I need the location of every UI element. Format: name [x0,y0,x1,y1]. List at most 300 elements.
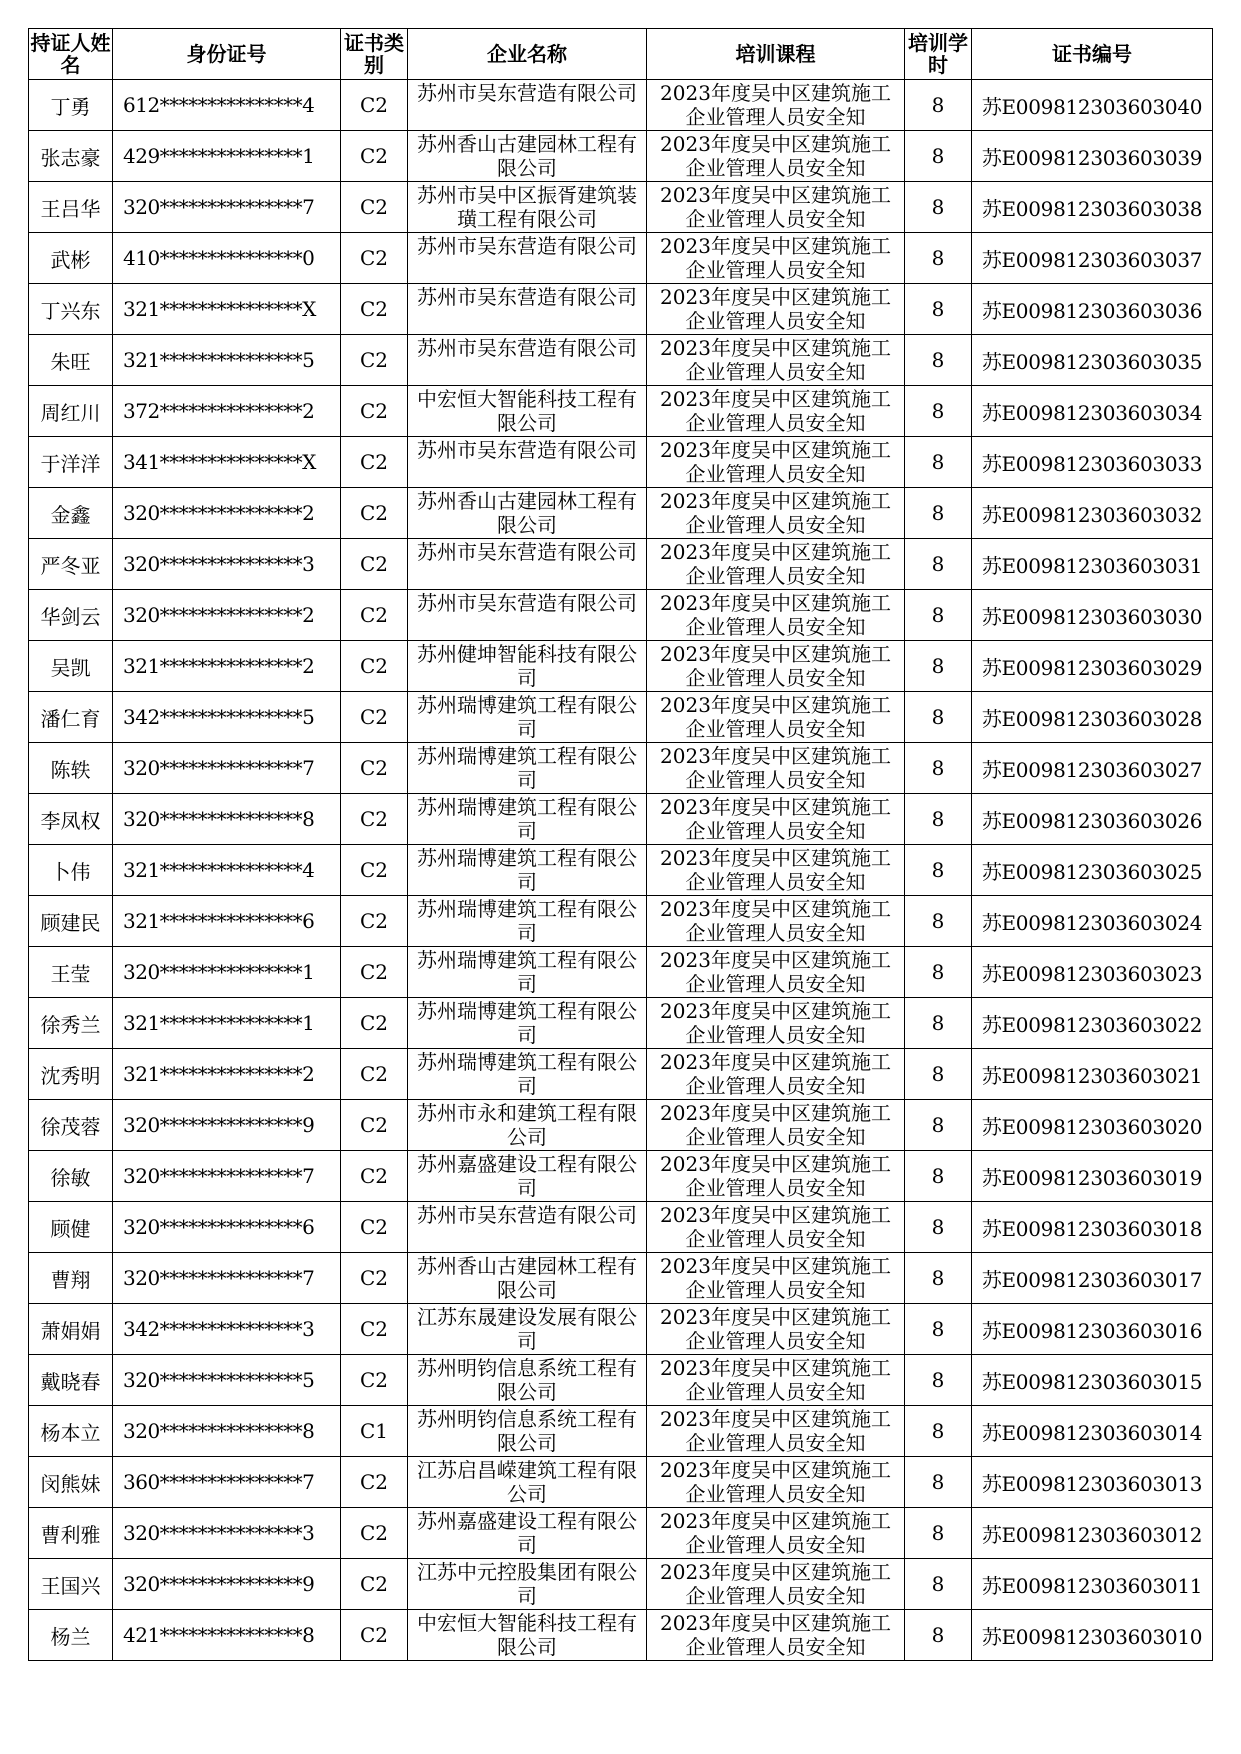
cert-number-cell: 苏E009812303603012 [972,1508,1213,1559]
course-cell-text: 2023年度吴中区建筑施工企业管理人员安全知 [660,948,891,996]
course-cell-text: 2023年度吴中区建筑施工企业管理人员安全知 [660,1458,891,1506]
course-cell-text: 2023年度吴中区建筑施工企业管理人员安全知 [660,1101,891,1149]
hours-cell: 8 [905,335,972,386]
holder-name-cell: 曹利雅 [29,1508,113,1559]
company-cell-text: 苏州瑞博建筑工程有限公司 [417,744,637,792]
company-cell [408,692,647,743]
hours-cell: 8 [905,743,972,794]
course-cell [647,1253,905,1304]
cert-number-cell: 苏E009812303603030 [972,590,1213,641]
company-cell [408,1049,647,1100]
course-cell-text: 2023年度吴中区建筑施工企业管理人员安全知 [660,132,891,180]
course-cell-text: 2023年度吴中区建筑施工企业管理人员安全知 [660,1050,891,1098]
cert-number-cell: 苏E009812303603033 [972,437,1213,488]
id-number-cell: 320***************9 [113,1100,341,1151]
company-cell [408,896,647,947]
holder-name-cell: 顾建民 [29,896,113,947]
course-cell [647,998,905,1049]
cert-number-cell: 苏E009812303603019 [972,1151,1213,1202]
course-cell-text: 2023年度吴中区建筑施工企业管理人员安全知 [660,591,891,639]
company-cell-text: 苏州明钧信息系统工程有限公司 [417,1356,637,1404]
company-cell-text: 苏州市吴东营造有限公司 [417,81,637,105]
company-cell [408,1559,647,1610]
id-number-cell: 320***************3 [113,1508,341,1559]
course-cell [647,1508,905,1559]
company-cell-text: 中宏恒大智能科技工程有限公司 [417,1611,637,1659]
hours-cell: 8 [905,1457,972,1508]
cert-category-cell: C2 [341,284,408,335]
cert-category-cell: C2 [341,692,408,743]
cert-number-cell: 苏E009812303603035 [972,335,1213,386]
certificate-table [28,28,1213,1661]
company-cell [408,386,647,437]
company-cell [408,998,647,1049]
id-number-cell: 360***************7 [113,1457,341,1508]
table-row [29,743,1213,794]
id-number-cell: 321***************2 [113,641,341,692]
hours-cell: 8 [905,590,972,641]
course-cell [647,896,905,947]
company-cell [408,794,647,845]
company-cell [408,539,647,590]
holder-name-cell: 徐秀兰 [29,998,113,1049]
id-number-cell: 321***************5 [113,335,341,386]
id-number-cell: 321***************4 [113,845,341,896]
company-cell [408,947,647,998]
cert-category-cell: C2 [341,488,408,539]
course-cell-text: 2023年度吴中区建筑施工企业管理人员安全知 [660,438,891,486]
id-number-cell: 320***************6 [113,1202,341,1253]
hours-cell: 8 [905,437,972,488]
cert-number-cell: 苏E009812303603017 [972,1253,1213,1304]
cert-number-cell: 苏E009812303603027 [972,743,1213,794]
holder-name-cell: 丁勇 [29,80,113,131]
holder-name-cell: 华剑云 [29,590,113,641]
company-cell [408,590,647,641]
cert-category-cell: C2 [341,539,408,590]
table-row [29,1610,1213,1661]
course-cell [647,794,905,845]
course-cell [647,488,905,539]
course-cell [647,1406,905,1457]
company-cell-text: 苏州市吴东营造有限公司 [417,234,637,258]
course-cell-text: 2023年度吴中区建筑施工企业管理人员安全知 [660,336,891,384]
company-cell-text: 苏州瑞博建筑工程有限公司 [417,693,637,741]
id-number-cell: 341***************X [113,437,341,488]
cert-number-cell: 苏E009812303603016 [972,1304,1213,1355]
id-number-cell: 320***************5 [113,1355,341,1406]
cert-category-cell: C2 [341,845,408,896]
course-cell-text: 2023年度吴中区建筑施工企业管理人员安全知 [660,1356,891,1404]
company-cell-text: 中宏恒大智能科技工程有限公司 [417,387,637,435]
course-cell [647,335,905,386]
cert-number-cell: 苏E009812303603029 [972,641,1213,692]
hours-cell: 8 [905,896,972,947]
id-number-cell: 342***************3 [113,1304,341,1355]
id-number-cell: 321***************2 [113,1049,341,1100]
holder-name-cell: 王国兴 [29,1559,113,1610]
course-cell-text: 2023年度吴中区建筑施工企业管理人员安全知 [660,1560,891,1608]
table-row [29,1508,1213,1559]
table-row [29,794,1213,845]
company-cell-text: 苏州明钧信息系统工程有限公司 [417,1407,637,1455]
course-cell [647,1151,905,1202]
cert-category-cell: C2 [341,590,408,641]
company-cell [408,1253,647,1304]
company-cell [408,1100,647,1151]
cert-number-cell: 苏E009812303603039 [972,131,1213,182]
id-number-cell: 421***************8 [113,1610,341,1661]
course-cell [647,1049,905,1100]
course-cell-text: 2023年度吴中区建筑施工企业管理人员安全知 [660,489,891,537]
company-cell-text: 苏州香山古建园林工程有限公司 [417,1254,637,1302]
holder-name-cell: 闵熊妹 [29,1457,113,1508]
holder-name-cell: 武彬 [29,233,113,284]
hours-cell: 8 [905,794,972,845]
header-company: 企业名称 [408,29,647,80]
cert-category-cell: C2 [341,1151,408,1202]
id-number-cell: 320***************3 [113,539,341,590]
company-cell-text: 苏州市吴中区振胥建筑装璜工程有限公司 [417,183,637,231]
course-cell-text: 2023年度吴中区建筑施工企业管理人员安全知 [660,81,891,129]
holder-name-cell: 萧娟娟 [29,1304,113,1355]
hours-cell: 8 [905,1151,972,1202]
table-row [29,1406,1213,1457]
id-number-cell: 320***************7 [113,1151,341,1202]
hours-cell: 8 [905,947,972,998]
cert-number-cell: 苏E009812303603020 [972,1100,1213,1151]
cert-category-cell: C2 [341,1457,408,1508]
id-number-cell: 321***************6 [113,896,341,947]
course-cell [647,182,905,233]
table-row [29,80,1213,131]
company-cell [408,641,647,692]
company-cell [408,335,647,386]
hours-cell: 8 [905,488,972,539]
table-row [29,1100,1213,1151]
table-row [29,1304,1213,1355]
cert-category-cell: C2 [341,1610,408,1661]
course-cell [647,1610,905,1661]
company-cell-text: 江苏启昌嵘建筑工程有限公司 [417,1458,637,1506]
table-row [29,998,1213,1049]
table-row [29,233,1213,284]
course-cell [647,131,905,182]
id-number-cell: 410***************0 [113,233,341,284]
id-number-cell: 320***************1 [113,947,341,998]
cert-category-cell: C2 [341,386,408,437]
hours-cell: 8 [905,1355,972,1406]
holder-name-cell: 陈轶 [29,743,113,794]
cert-category-cell: C2 [341,896,408,947]
header-id-number: 身份证号 [113,29,341,80]
holder-name-cell: 曹翔 [29,1253,113,1304]
company-cell-text: 苏州市永和建筑工程有限公司 [417,1101,637,1149]
hours-cell: 8 [905,998,972,1049]
holder-name-cell: 张志豪 [29,131,113,182]
course-cell-text: 2023年度吴中区建筑施工企业管理人员安全知 [660,897,891,945]
course-cell-text: 2023年度吴中区建筑施工企业管理人员安全知 [660,1203,891,1251]
cert-category-cell: C2 [341,233,408,284]
id-number-cell: 320***************8 [113,1406,341,1457]
course-cell-text: 2023年度吴中区建筑施工企业管理人员安全知 [660,1254,891,1302]
company-cell-text: 苏州瑞博建筑工程有限公司 [417,897,637,945]
company-cell [408,488,647,539]
course-cell-text: 2023年度吴中区建筑施工企业管理人员安全知 [660,1305,891,1353]
hours-cell: 8 [905,1100,972,1151]
cert-number-cell: 苏E009812303603038 [972,182,1213,233]
hours-cell: 8 [905,1202,972,1253]
cert-category-cell: C2 [341,641,408,692]
cert-number-cell: 苏E009812303603010 [972,1610,1213,1661]
company-cell-text: 苏州瑞博建筑工程有限公司 [417,795,637,843]
table-row [29,896,1213,947]
company-cell [408,1406,647,1457]
holder-name-cell: 杨本立 [29,1406,113,1457]
id-number-cell: 320***************2 [113,488,341,539]
course-cell [647,743,905,794]
table-row [29,1355,1213,1406]
course-cell [647,284,905,335]
course-cell-text: 2023年度吴中区建筑施工企业管理人员安全知 [660,1152,891,1200]
id-number-cell: 320***************7 [113,743,341,794]
cert-category-cell: C2 [341,743,408,794]
holder-name-cell: 沈秀明 [29,1049,113,1100]
cert-category-cell: C2 [341,947,408,998]
hours-cell: 8 [905,233,972,284]
course-cell [647,947,905,998]
company-cell-text: 苏州香山古建园林工程有限公司 [417,132,637,180]
id-number-cell: 372***************2 [113,386,341,437]
hours-cell: 8 [905,1508,972,1559]
course-cell-text: 2023年度吴中区建筑施工企业管理人员安全知 [660,1509,891,1557]
course-cell-text: 2023年度吴中区建筑施工企业管理人员安全知 [660,1407,891,1455]
cert-category-cell: C2 [341,437,408,488]
cert-number-cell: 苏E009812303603021 [972,1049,1213,1100]
cert-category-cell: C2 [341,998,408,1049]
hours-cell: 8 [905,80,972,131]
course-cell [647,1457,905,1508]
course-cell [647,590,905,641]
cert-category-cell: C2 [341,1253,408,1304]
company-cell-text: 苏州市吴东营造有限公司 [417,336,637,360]
cert-category-cell: C2 [341,182,408,233]
cert-number-cell: 苏E009812303603011 [972,1559,1213,1610]
company-cell-text: 苏州嘉盛建设工程有限公司 [417,1509,637,1557]
cert-number-cell: 苏E009812303603023 [972,947,1213,998]
cert-number-cell: 苏E009812303603036 [972,284,1213,335]
course-cell-text: 2023年度吴中区建筑施工企业管理人员安全知 [660,1611,891,1659]
company-cell-text: 苏州市吴东营造有限公司 [417,591,637,615]
table-row [29,539,1213,590]
table-row [29,131,1213,182]
table-row [29,1457,1213,1508]
table-row [29,1253,1213,1304]
id-number-cell: 321***************1 [113,998,341,1049]
table-row [29,437,1213,488]
id-number-cell: 320***************2 [113,590,341,641]
table-row [29,641,1213,692]
id-number-cell: 612***************4 [113,80,341,131]
course-cell [647,1100,905,1151]
company-cell-text: 苏州市吴东营造有限公司 [417,438,637,462]
cert-category-cell: C2 [341,131,408,182]
table-row [29,488,1213,539]
course-cell-text: 2023年度吴中区建筑施工企业管理人员安全知 [660,999,891,1047]
course-cell [647,437,905,488]
cert-category-cell: C2 [341,335,408,386]
header-holder-name: 持证人姓名 [29,29,113,80]
course-cell [647,845,905,896]
hours-cell: 8 [905,845,972,896]
holder-name-cell: 潘仁育 [29,692,113,743]
company-cell-text: 江苏中元控股集团有限公司 [417,1560,637,1608]
company-cell [408,743,647,794]
course-cell [647,80,905,131]
table-row [29,386,1213,437]
holder-name-cell: 戴晓春 [29,1355,113,1406]
hours-cell: 8 [905,1610,972,1661]
course-cell [647,233,905,284]
holder-name-cell: 顾健 [29,1202,113,1253]
holder-name-cell: 吴凯 [29,641,113,692]
company-cell [408,1355,647,1406]
holder-name-cell: 王莹 [29,947,113,998]
id-number-cell: 321***************X [113,284,341,335]
cert-category-cell: C2 [341,1508,408,1559]
course-cell-text: 2023年度吴中区建筑施工企业管理人员安全知 [660,540,891,588]
company-cell [408,845,647,896]
course-cell [647,1559,905,1610]
course-cell [647,1355,905,1406]
header-cert-number: 证书编号 [972,29,1213,80]
course-cell-text: 2023年度吴中区建筑施工企业管理人员安全知 [660,234,891,282]
header-cert-category: 证书类别 [341,29,408,80]
table-row [29,335,1213,386]
hours-cell: 8 [905,1304,972,1355]
company-cell [408,131,647,182]
course-cell-text: 2023年度吴中区建筑施工企业管理人员安全知 [660,642,891,690]
holder-name-cell: 杨兰 [29,1610,113,1661]
cert-number-cell: 苏E009812303603037 [972,233,1213,284]
holder-name-cell: 徐敏 [29,1151,113,1202]
course-cell-text: 2023年度吴中区建筑施工企业管理人员安全知 [660,183,891,231]
table-row [29,590,1213,641]
cert-category-cell: C2 [341,1202,408,1253]
holder-name-cell: 于洋洋 [29,437,113,488]
company-cell-text: 苏州嘉盛建设工程有限公司 [417,1152,637,1200]
id-number-cell: 429***************1 [113,131,341,182]
company-cell [408,1457,647,1508]
holder-name-cell: 李凤权 [29,794,113,845]
cert-category-cell: C2 [341,80,408,131]
table-body [29,80,1213,1661]
holder-name-cell: 严冬亚 [29,539,113,590]
cert-number-cell: 苏E009812303603015 [972,1355,1213,1406]
hours-cell: 8 [905,692,972,743]
id-number-cell: 342***************5 [113,692,341,743]
id-number-cell: 320***************7 [113,182,341,233]
hours-cell: 8 [905,182,972,233]
company-cell-text: 苏州市吴东营造有限公司 [417,540,637,564]
course-cell [647,692,905,743]
cert-category-cell: C2 [341,1355,408,1406]
course-cell-text: 2023年度吴中区建筑施工企业管理人员安全知 [660,795,891,843]
company-cell-text: 苏州瑞博建筑工程有限公司 [417,999,637,1047]
course-cell-text: 2023年度吴中区建筑施工企业管理人员安全知 [660,693,891,741]
company-cell-text: 苏州健坤智能科技有限公司 [417,642,637,690]
cert-number-cell: 苏E009812303603032 [972,488,1213,539]
table-row [29,182,1213,233]
table-row [29,692,1213,743]
hours-cell: 8 [905,1559,972,1610]
cert-category-cell: C2 [341,1559,408,1610]
table-row [29,1049,1213,1100]
company-cell [408,284,647,335]
table-row [29,1202,1213,1253]
table-row [29,1151,1213,1202]
cert-number-cell: 苏E009812303603028 [972,692,1213,743]
header-hours: 培训学时 [905,29,972,80]
table-row [29,284,1213,335]
cert-category-cell: C2 [341,794,408,845]
course-cell-text: 2023年度吴中区建筑施工企业管理人员安全知 [660,744,891,792]
cert-number-cell: 苏E009812303603040 [972,80,1213,131]
company-cell [408,1610,647,1661]
course-cell-text: 2023年度吴中区建筑施工企业管理人员安全知 [660,846,891,894]
company-cell [408,437,647,488]
company-cell-text: 苏州瑞博建筑工程有限公司 [417,846,637,894]
company-cell-text: 江苏东晟建设发展有限公司 [417,1305,637,1353]
cert-number-cell: 苏E009812303603034 [972,386,1213,437]
table-row [29,947,1213,998]
hours-cell: 8 [905,386,972,437]
cert-number-cell: 苏E009812303603013 [972,1457,1213,1508]
course-cell [647,539,905,590]
hours-cell: 8 [905,131,972,182]
hours-cell: 8 [905,1049,972,1100]
hours-cell: 8 [905,284,972,335]
company-cell-text: 苏州市吴东营造有限公司 [417,1203,637,1227]
company-cell-text: 苏州瑞博建筑工程有限公司 [417,1050,637,1098]
holder-name-cell: 徐茂蓉 [29,1100,113,1151]
cert-category-cell: C2 [341,1049,408,1100]
company-cell-text: 苏州瑞博建筑工程有限公司 [417,948,637,996]
course-cell-text: 2023年度吴中区建筑施工企业管理人员安全知 [660,387,891,435]
company-cell [408,233,647,284]
company-cell [408,1304,647,1355]
company-cell [408,1151,647,1202]
table-row [29,1559,1213,1610]
cert-number-cell: 苏E009812303603022 [972,998,1213,1049]
course-cell [647,641,905,692]
id-number-cell: 320***************9 [113,1559,341,1610]
holder-name-cell: 周红川 [29,386,113,437]
id-number-cell: 320***************8 [113,794,341,845]
hours-cell: 8 [905,1406,972,1457]
table-row [29,845,1213,896]
company-cell-text: 苏州市吴东营造有限公司 [417,285,637,309]
course-cell-text: 2023年度吴中区建筑施工企业管理人员安全知 [660,285,891,333]
cert-number-cell: 苏E009812303603031 [972,539,1213,590]
company-cell [408,1508,647,1559]
cert-number-cell: 苏E009812303603026 [972,794,1213,845]
hours-cell: 8 [905,539,972,590]
hours-cell: 8 [905,641,972,692]
holder-name-cell: 金鑫 [29,488,113,539]
cert-category-cell: C2 [341,1304,408,1355]
holder-name-cell: 王吕华 [29,182,113,233]
